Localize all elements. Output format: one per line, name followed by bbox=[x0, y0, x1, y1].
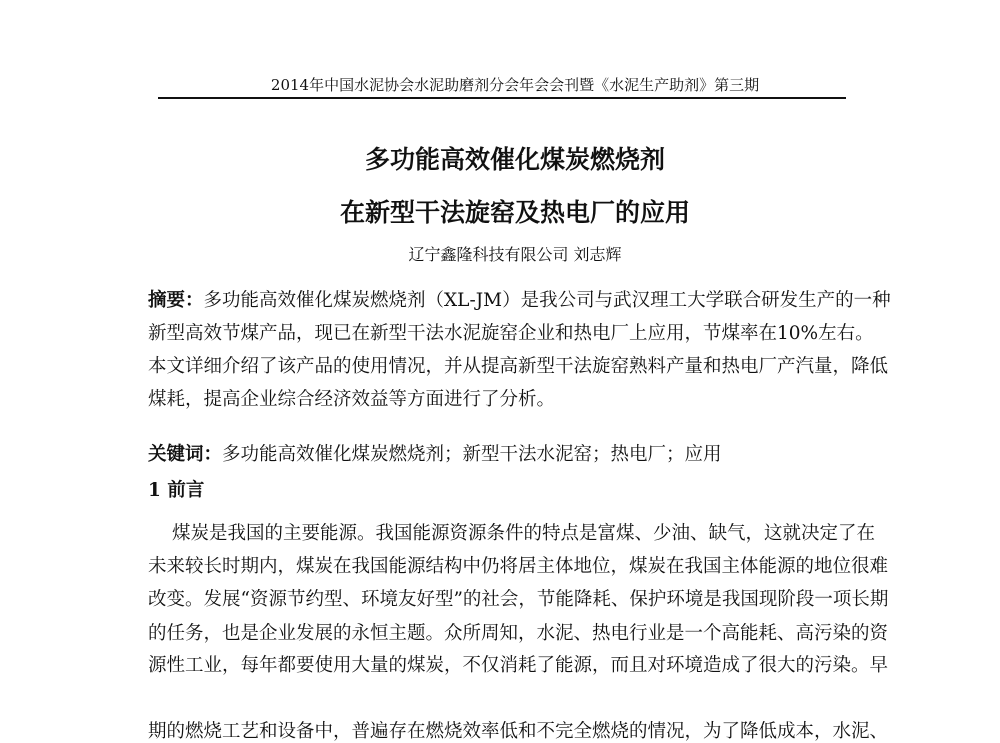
abstract-line: 本文详细介绍了该产品的使用情况，并从提高新型干法旋窑熟料产量和热电厂产汽量，降低 bbox=[148, 356, 889, 377]
author-line: 辽宁鑫隆科技有限公司 刘志辉 bbox=[408, 245, 622, 264]
keywords-label: 关键词： bbox=[148, 444, 223, 465]
header-rule bbox=[158, 97, 846, 99]
abstract-text: 多功能高效催化煤炭燃烧剂（XL-JM）是我公司与武汉理工大学联合研发生产的一种 bbox=[203, 290, 891, 311]
title-line-1: 多功能高效催化煤炭燃烧剂 bbox=[364, 145, 665, 174]
running-header: 2014年中国水泥协会水泥助磨剂分会年会会刊暨《水泥生产助剂》第三期 bbox=[270, 76, 760, 94]
title-line-2: 在新型干法旋窑及热电厂的应用 bbox=[339, 198, 690, 227]
abstract-label: 摘要： bbox=[148, 290, 204, 311]
body-line: 源性工业，每年都要使用大量的煤炭，不仅消耗了能源，而且对环境造成了很大的污染。早 bbox=[148, 655, 889, 676]
body-line: 期的燃烧工艺和设备中，普遍存在燃烧效率低和不完全燃烧的情况，为了降低成本，水泥、 bbox=[148, 721, 889, 742]
body-line: 煤炭是我国的主要能源。我国能源资源条件的特点是富煤、少油、缺气，这就决定了在 bbox=[172, 523, 876, 544]
body-line: 未来较长时期内，煤炭在我国能源结构中仍将居主体地位，煤炭在我国主体能源的地位很难 bbox=[148, 556, 889, 577]
section-heading: 1 前言 bbox=[148, 480, 205, 501]
keywords-text: 多功能高效催化煤炭燃烧剂；新型干法水泥窑；热电厂；应用 bbox=[222, 444, 722, 465]
keywords-line bbox=[148, 440, 850, 466]
abstract-line: 新型高效节煤产品，现已在新型干法水泥旋窑企业和热电厂上应用，节煤率在10%左右。 bbox=[148, 323, 874, 344]
body-line: 的任务，也是企业发展的永恒主题。众所周知，水泥、热电行业是一个高能耗、高污染的资 bbox=[148, 623, 889, 644]
abstract-line: 煤耗，提高企业综合经济效益等方面进行了分析。 bbox=[148, 389, 556, 410]
abstract-line bbox=[148, 286, 891, 312]
body-line: 改变。发展“资源节约型、环境友好型”的社会，节能降耗、保护环境是我国现阶段一项长期 bbox=[148, 589, 889, 610]
